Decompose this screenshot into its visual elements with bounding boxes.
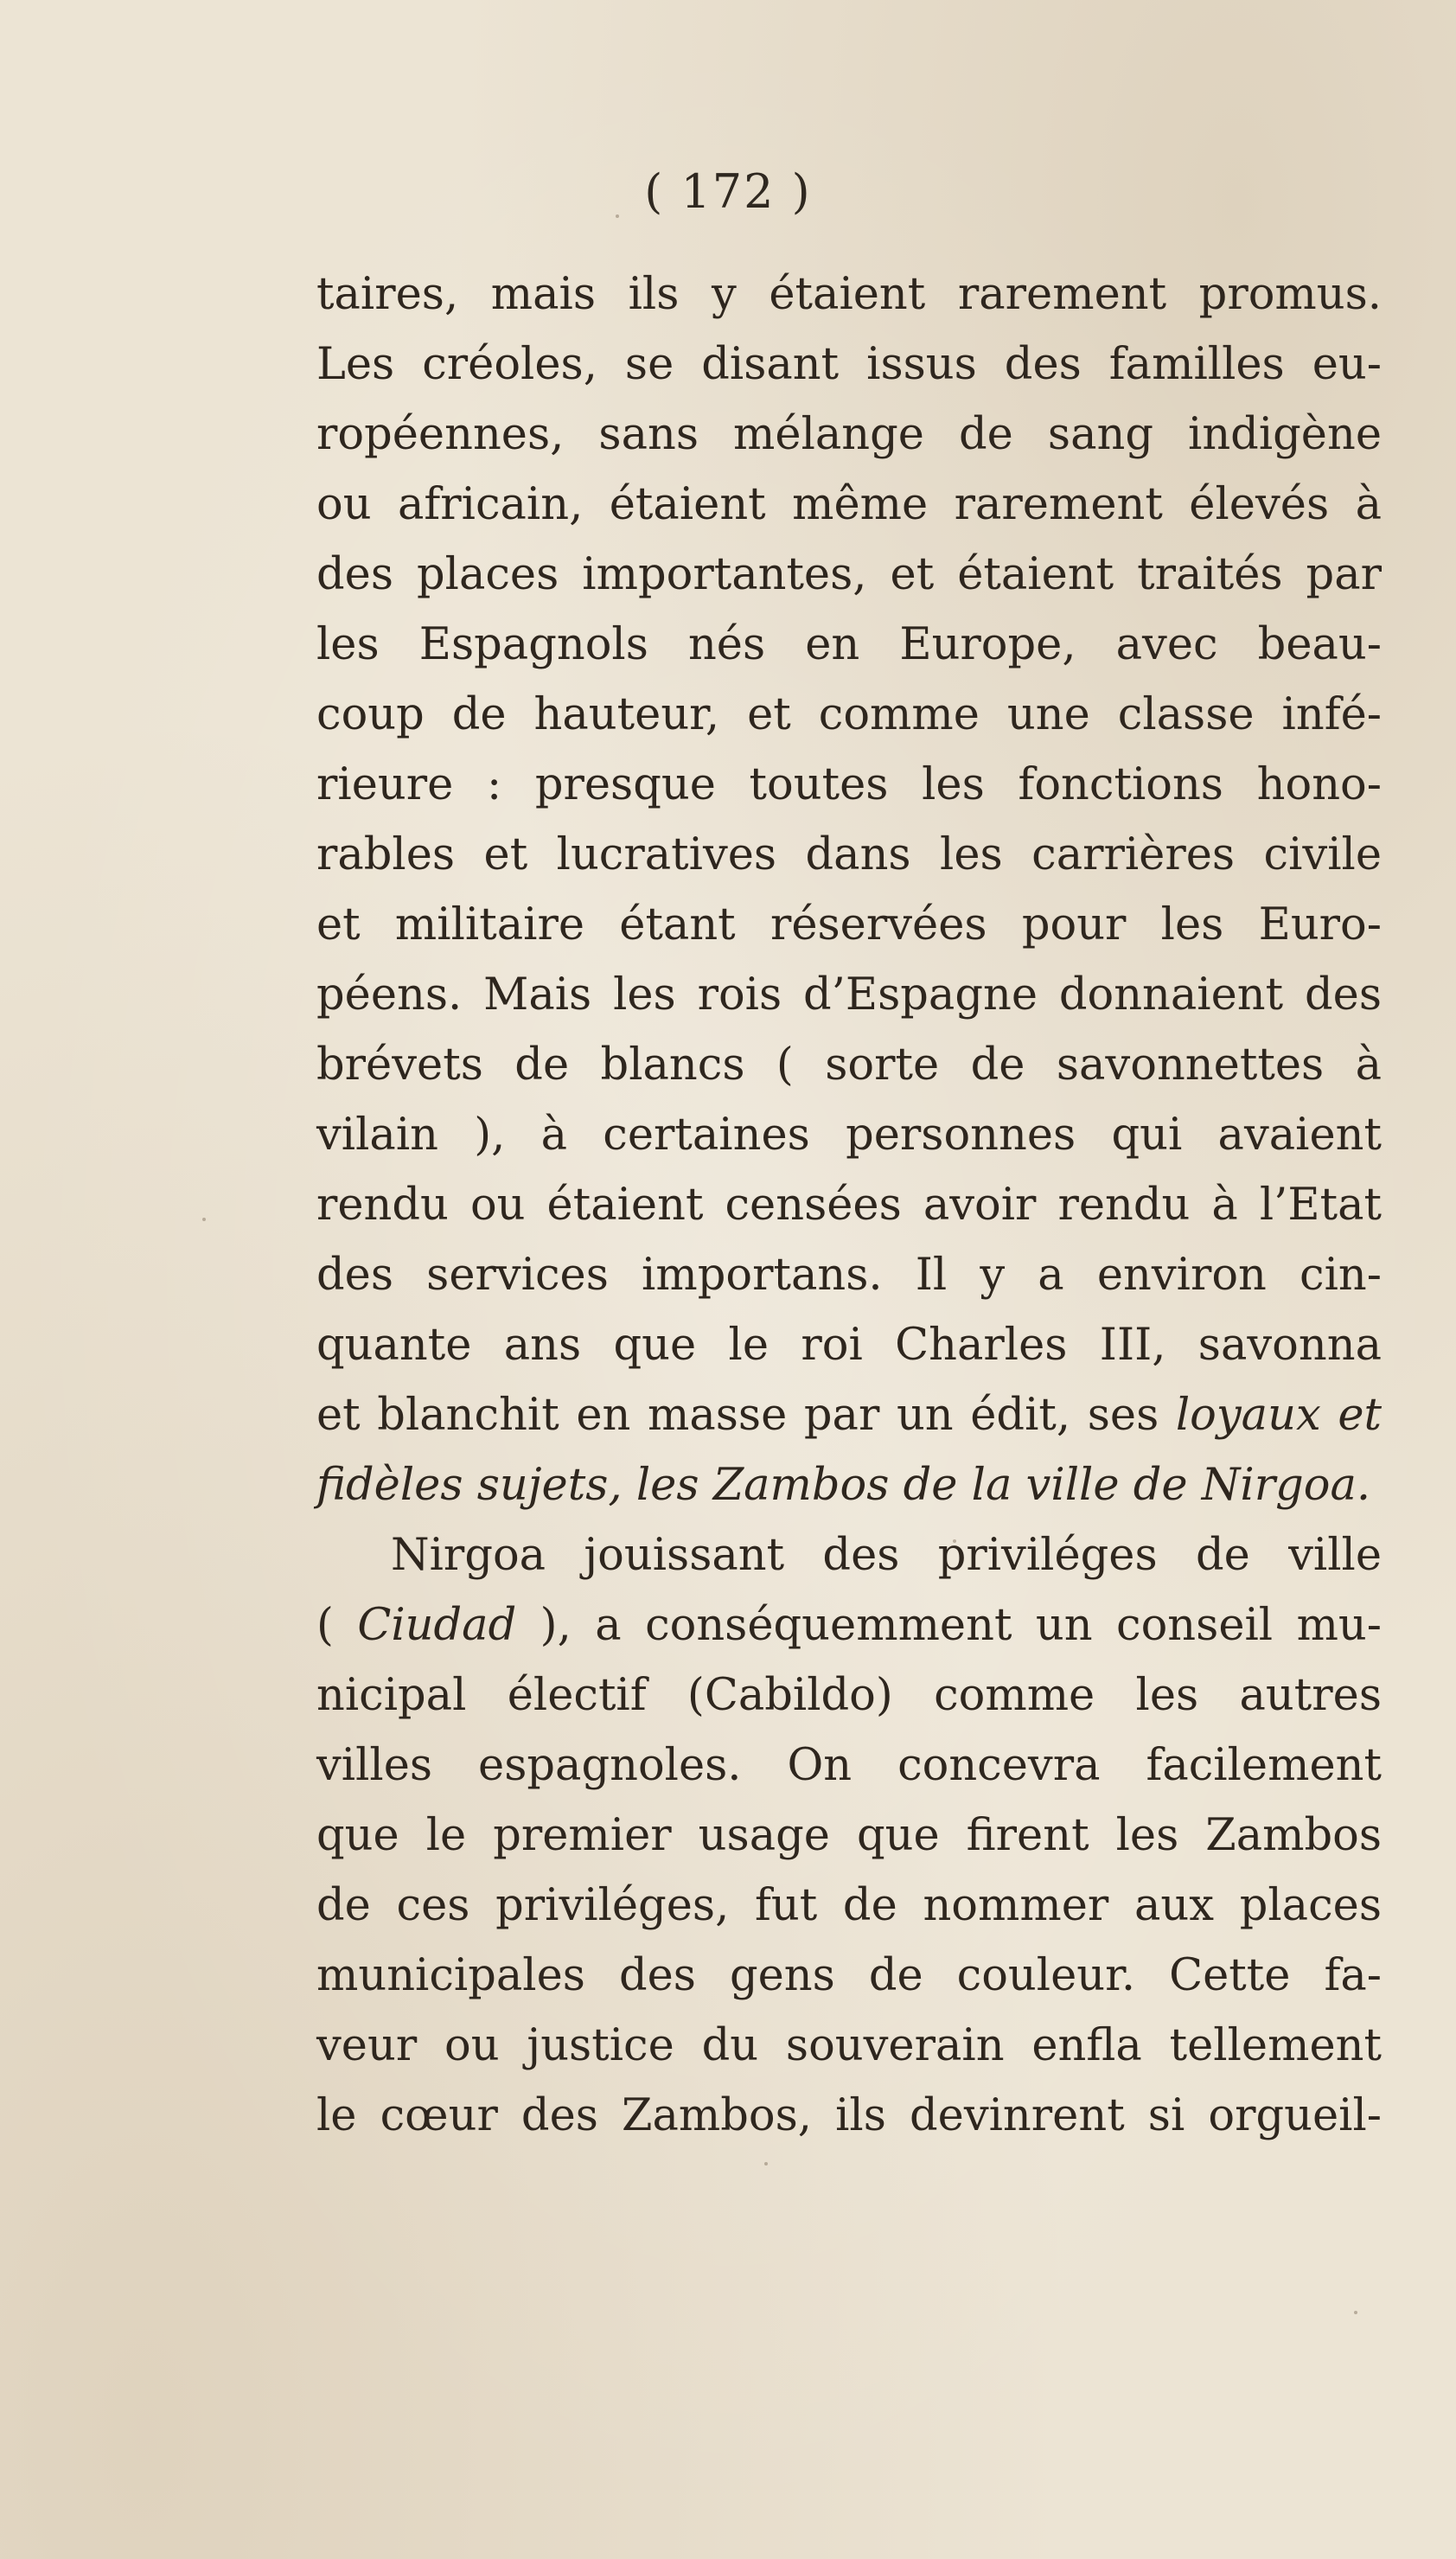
italic-text-segment: Ciudad <box>357 1600 517 1651</box>
text-line <box>316 1030 1382 1100</box>
text-segment: de ces priviléges, fut de nommer aux places <box>316 1880 1382 1931</box>
text-segment: ( <box>316 1600 358 1651</box>
italic-text-segment: loyaux et <box>1175 1390 1382 1441</box>
text-line <box>316 750 1382 820</box>
text-segment: Nirgoa jouissant des priviléges de ville <box>391 1530 1382 1581</box>
text-segment: Les créoles, se disant issus des familles eu- <box>316 339 1382 390</box>
text-line <box>316 610 1382 680</box>
text-line <box>316 1941 1382 2011</box>
text-line <box>316 1660 1382 1731</box>
text-segment: péens. Mais les rois d’Espagne donnaient des <box>316 969 1382 1020</box>
text-line <box>316 890 1382 960</box>
text-line <box>316 540 1382 610</box>
paper-speck <box>1354 2311 1357 2314</box>
text-segment: municipales des gens de couleur. Cette fa- <box>316 1950 1382 2001</box>
text-segment: taires, mais ils y étaient rarement promus. <box>316 269 1382 320</box>
text-segment: ou africain, étaient même rarement élevés à <box>316 479 1382 530</box>
text-line <box>316 1170 1382 1240</box>
text-segment: quante ans que le roi Charles III, savonna <box>316 1320 1382 1371</box>
text-segment: que le premier usage que firent les Zambos <box>316 1810 1382 1861</box>
text-line <box>316 960 1382 1030</box>
paper-speck <box>616 214 619 218</box>
paper-speck <box>202 1218 206 1221</box>
text-line <box>316 820 1382 890</box>
text-segment: villes espagnoles. On concevra facilement <box>316 1740 1382 1791</box>
text-segment: des services importans. Il y a environ cin- <box>316 1250 1382 1301</box>
paper-speck <box>953 1539 956 1543</box>
text-segment: nicipal électif (Cabildo) comme les autres <box>316 1670 1382 1721</box>
text-line <box>316 1380 1382 1450</box>
text-segment: ), a conséquemment un conseil mu- <box>516 1600 1383 1651</box>
text-line <box>316 1731 1382 1801</box>
page-number: ( 172 ) <box>644 164 812 219</box>
text-segment: et militaire étant réservées pour les Euro- <box>316 899 1382 950</box>
text-segment: les Espagnols nés en Europe, avec beau- <box>316 619 1382 670</box>
text-segment: et blanchit en masse par un édit, ses <box>316 1390 1176 1441</box>
text-line <box>316 1801 1382 1871</box>
text-segment: rables et lucratives dans les carrières civile <box>316 829 1382 880</box>
italic-text-segment: fidèles sujets, les Zambos de la ville de Nirgoa. <box>316 1460 1371 1511</box>
text-line <box>316 1590 1382 1660</box>
paper-speck <box>764 2162 768 2166</box>
text-segment: rieure : presque toutes les fonctions hono- <box>316 759 1382 810</box>
text-line <box>316 1310 1382 1380</box>
text-segment: vilain ), à certaines personnes qui avaient <box>316 1110 1382 1161</box>
text-segment: des places importantes, et étaient traités par <box>316 549 1382 600</box>
text-line <box>316 680 1382 750</box>
text-line <box>316 1871 1382 1941</box>
text-line <box>316 400 1382 470</box>
text-line <box>316 329 1382 400</box>
body-text <box>316 259 1382 2151</box>
text-line <box>316 2011 1382 2081</box>
text-line <box>316 2081 1382 2151</box>
text-segment: brévets de blancs ( sorte de savonnettes à <box>316 1040 1382 1091</box>
text-segment: ropéennes, sans mélange de sang indigène <box>316 409 1382 460</box>
text-segment: rendu ou étaient censées avoir rendu à l’Etat <box>316 1180 1382 1231</box>
text-line <box>316 1240 1382 1310</box>
text-line <box>316 1100 1382 1170</box>
text-line <box>316 470 1382 540</box>
text-segment: coup de hauteur, et comme une classe infé- <box>316 689 1382 740</box>
text-segment: le cœur des Zambos, ils devinrent si orgueil- <box>316 2090 1382 2141</box>
text-segment: veur ou justice du souverain enfla tellement <box>316 2020 1382 2071</box>
text-line <box>316 1450 1382 1520</box>
text-line <box>316 259 1382 329</box>
text-line <box>316 1520 1382 1590</box>
